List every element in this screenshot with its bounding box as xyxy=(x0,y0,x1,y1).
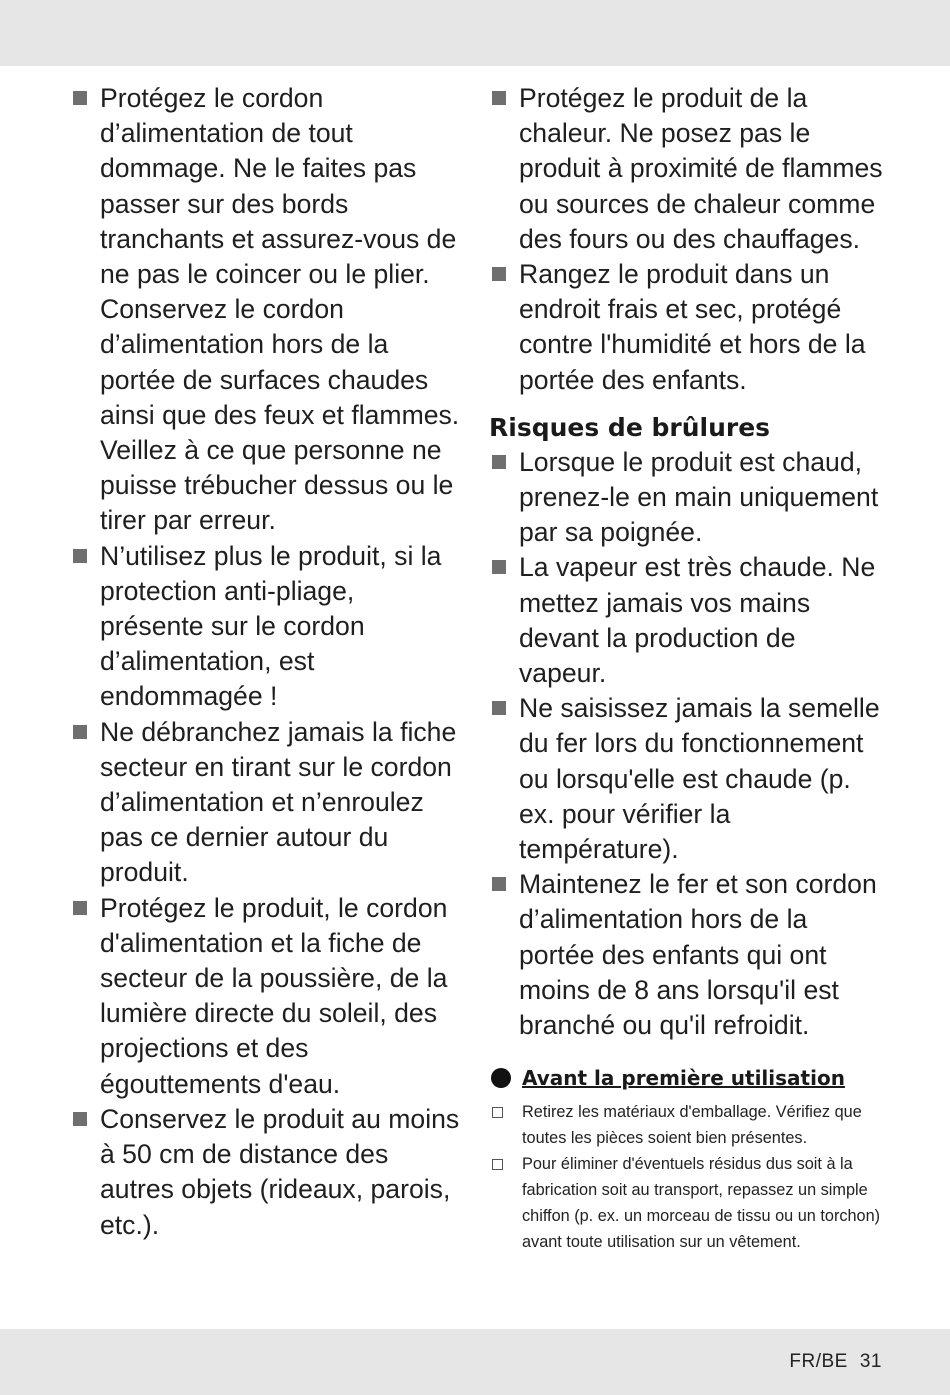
language-code: FR/BE xyxy=(789,1351,848,1372)
right-column xyxy=(489,81,889,1255)
subsection-heading xyxy=(489,1065,889,1091)
square-bullet-icon xyxy=(492,560,506,574)
list-item xyxy=(489,867,889,1043)
item-text: N’utilisez plus le produit, si la protection anti-pliage, présente sur le cordon d’alimentation, est endommagée ! xyxy=(100,540,442,712)
top-band xyxy=(0,0,950,66)
section-heading: Risques de brûlures xyxy=(489,412,771,442)
list-item xyxy=(489,691,889,867)
square-bullet-icon xyxy=(492,701,506,715)
checklist-item xyxy=(489,1151,889,1255)
list-item xyxy=(70,1102,465,1243)
item-text: Ne saisissez jamais la semelle du fer lors du fonctionnement ou lorsqu'elle est chaude (p. ex. pour vérifier la température). xyxy=(519,693,880,865)
list-item xyxy=(70,891,465,1102)
square-bullet-icon xyxy=(73,549,87,563)
item-text: Protégez le cordon d’alimentation de tout dommage. Ne le faites pas passer sur des bords tranchants et assurez-vous de ne pas le coincer ou le plier. Conservez le cordon d’alimentation hors de la portée de surfaces chaudes ainsi que des feux et flammes. Veillez à ce que personne ne puisse trébucher dessus ou le tirer par erreur. xyxy=(100,83,460,536)
checklist-text: Retirez les matériaux d'emballage. Vérifiez que toutes les pièces soient bien présentes. xyxy=(522,1103,862,1148)
list-item xyxy=(70,81,465,539)
square-bullet-icon xyxy=(492,455,506,469)
checkbox-square-icon xyxy=(492,1107,503,1118)
list-item xyxy=(70,539,465,715)
square-bullet-icon xyxy=(492,91,506,105)
list-item xyxy=(70,715,465,891)
square-bullet-icon xyxy=(492,267,506,281)
square-bullet-icon xyxy=(73,91,87,105)
page-number: 31 xyxy=(859,1351,882,1372)
square-bullet-icon xyxy=(73,901,87,915)
page-footer xyxy=(789,1351,882,1373)
square-bullet-icon xyxy=(492,877,506,891)
list-item xyxy=(489,445,889,551)
list-item xyxy=(489,550,889,691)
left-column xyxy=(70,81,465,1243)
checklist-item xyxy=(489,1099,889,1151)
list-item xyxy=(489,81,889,257)
item-text: Rangez le produit dans un endroit frais et sec, protégé contre l'humidité et hors de la portée des enfants. xyxy=(519,259,866,395)
item-text: Protégez le produit, le cordon d'alimentation et la fiche de secteur de la poussière, de la lumière directe du soleil, des projections et des égouttements d'eau. xyxy=(100,892,448,1099)
subsection-heading-text: Avant la première utilisation xyxy=(522,1066,845,1091)
item-text: Maintenez le fer et son cordon d’alimentation hors de la portée des enfants qui ont moins de 8 ans lorsqu'il est branché ou qu'il refroidit. xyxy=(519,869,877,1041)
checklist-text: Pour éliminer d'éventuels résidus dus soit à la fabrication soit au transport, repassez un simple chiffon (p. ex. un morceau de tissu ou un torchon) avant toute utilisation sur un vêtement. xyxy=(522,1155,881,1252)
square-bullet-icon xyxy=(73,1112,87,1126)
list-item xyxy=(489,257,889,398)
item-text: Lorsque le produit est chaud, prenez-le en main uniquement par sa poignée. xyxy=(519,446,879,548)
filled-circle-icon xyxy=(491,1068,511,1088)
item-text: La vapeur est très chaude. Ne mettez jamais vos mains devant la production de vapeur. xyxy=(519,552,876,689)
item-text: Conservez le produit au moins à 50 cm de distance des autres objets (rideaux, parois, etc.). xyxy=(100,1103,460,1240)
item-text: Protégez le produit de la chaleur. Ne posez pas le produit à proximité de flammes ou sources de chaleur comme des fours ou des chauffages. xyxy=(519,83,883,254)
square-bullet-icon xyxy=(73,725,87,739)
checkbox-square-icon xyxy=(492,1159,503,1170)
item-text: Ne débranchez jamais la fiche secteur en tirant sur le cordon d’alimentation et n’enroulez pas ce dernier autour du produit. xyxy=(100,716,457,888)
